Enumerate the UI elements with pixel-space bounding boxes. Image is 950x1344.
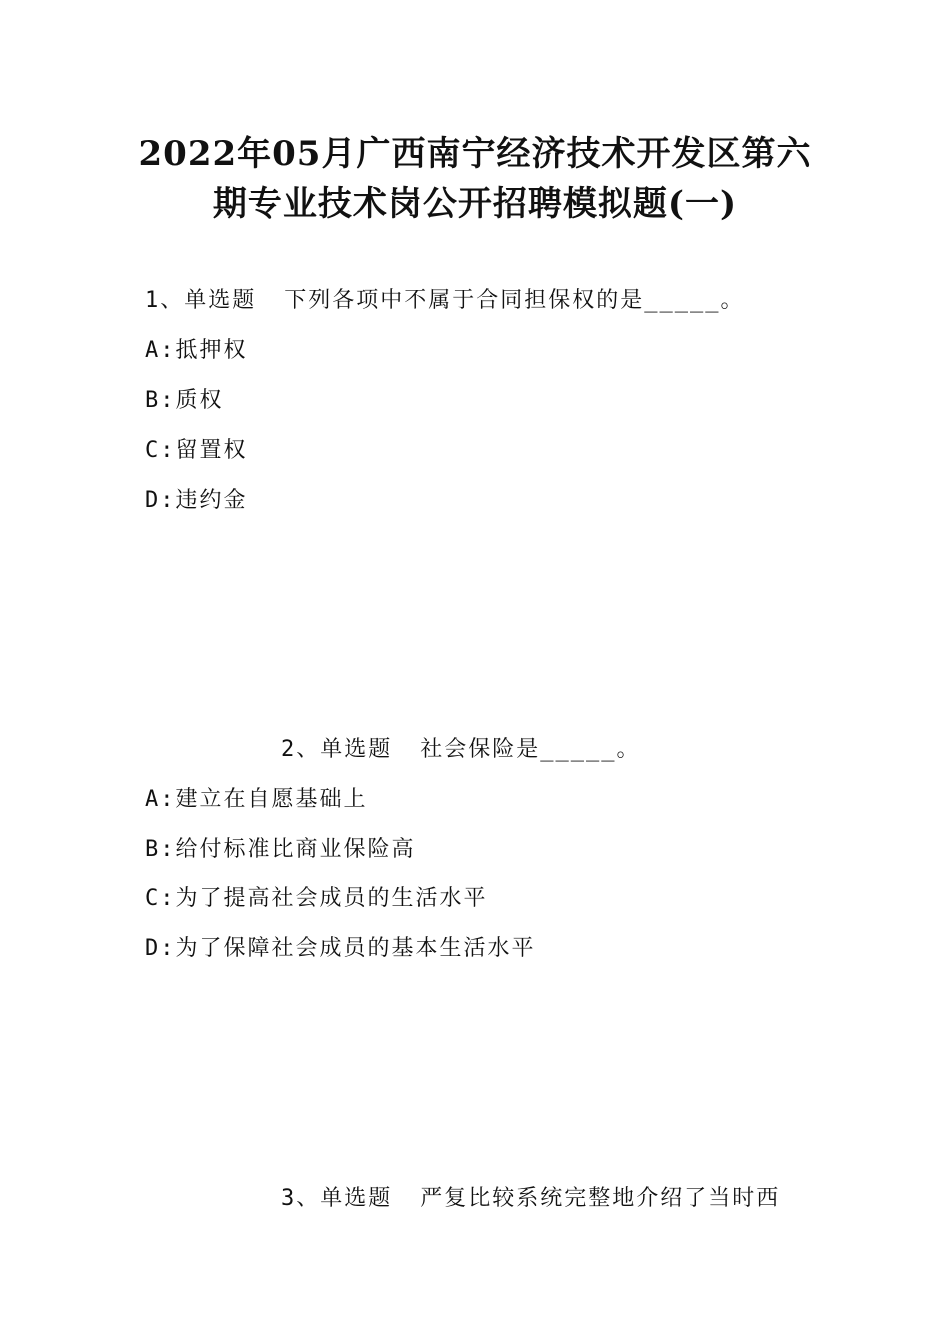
question-3-stem: 严复比较系统完整地介绍了当时西 xyxy=(420,1186,781,1211)
question-3-stem-line xyxy=(281,1184,780,1214)
option-letter: B: xyxy=(145,388,176,413)
question-1-type: 单选题 xyxy=(184,288,257,313)
option-text: 留置权 xyxy=(175,438,248,463)
option-text: 质权 xyxy=(175,388,224,413)
option-text: 抵押权 xyxy=(175,338,248,363)
question-2-option-b xyxy=(145,835,416,865)
question-1-option-b xyxy=(145,386,224,416)
question-2-type: 单选题 xyxy=(320,737,393,762)
question-1-stem-line xyxy=(145,286,745,316)
question-2-number: 2、 xyxy=(281,737,321,762)
question-1-number: 1、 xyxy=(145,288,185,313)
document-title-line-1: 2022年05月广西南宁经济技术开发区第六 xyxy=(138,134,812,174)
option-text: 为了提高社会成员的生活水平 xyxy=(175,886,488,911)
question-1-stem: 下列各项中不属于合同担保权的是_____。 xyxy=(284,288,745,313)
question-1-option-c xyxy=(145,436,248,466)
option-letter: D: xyxy=(145,936,176,961)
option-letter: C: xyxy=(145,438,176,463)
question-2-stem: 社会保险是_____。 xyxy=(420,737,641,762)
question-3-number: 3、 xyxy=(281,1186,321,1211)
option-letter: B: xyxy=(145,837,176,862)
question-2-stem-line xyxy=(281,735,641,765)
option-text: 建立在自愿基础上 xyxy=(175,787,368,812)
question-2-option-c xyxy=(145,884,488,914)
option-text: 给付标准比商业保险高 xyxy=(175,837,416,862)
question-2-option-d xyxy=(145,934,536,964)
option-letter: D: xyxy=(145,488,176,513)
option-letter: A: xyxy=(145,787,176,812)
document-title-line-2: 期专业技术岗公开招聘模拟题(一) xyxy=(212,184,738,224)
question-2-option-a xyxy=(145,785,368,815)
question-1-option-a xyxy=(145,336,248,366)
option-letter: A: xyxy=(145,338,176,363)
question-3-type: 单选题 xyxy=(320,1186,393,1211)
option-text: 为了保障社会成员的基本生活水平 xyxy=(175,936,536,961)
option-text: 违约金 xyxy=(175,488,248,513)
option-letter: C: xyxy=(145,886,176,911)
question-1-option-d xyxy=(145,486,248,516)
